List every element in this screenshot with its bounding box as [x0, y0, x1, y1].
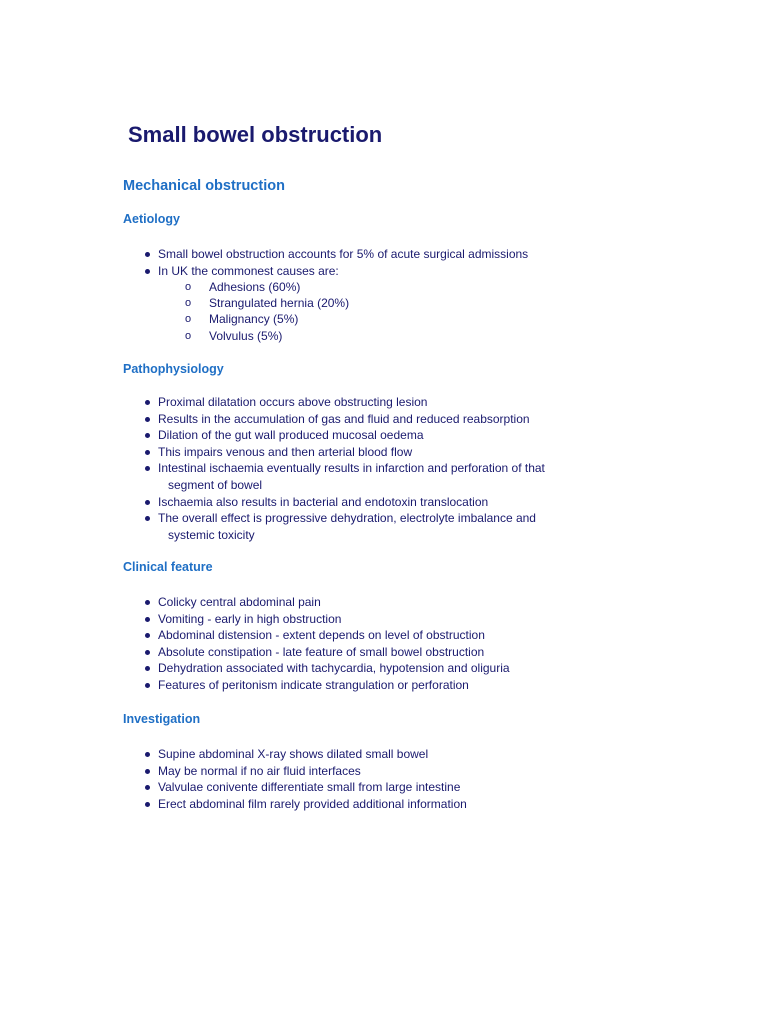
heading-aetiology: Aetiology	[123, 212, 180, 226]
bullet-icon	[145, 269, 150, 274]
bullet-icon	[145, 450, 150, 455]
section-heading-mechanical-obstruction: Mechanical obstruction	[123, 178, 285, 194]
bullet-icon	[145, 400, 150, 405]
list-item: Absolute constipation - late feature of small bowel obstruction	[145, 644, 585, 661]
list-item: Results in the accumulation of gas and fluid and reduced reabsorption	[145, 411, 585, 428]
circle-bullet-icon: o	[185, 313, 192, 326]
investigation-list	[145, 746, 585, 812]
list-item: Abdominal distension - extent depends on level of obstruction	[145, 627, 585, 644]
circle-bullet-icon: o	[185, 297, 192, 310]
bullet-icon	[145, 769, 150, 774]
heading-investigation: Investigation	[123, 712, 201, 726]
sublist-item: o Adhesions (60%)	[185, 280, 301, 294]
list-item: Dehydration associated with tachycardia, hypotension and oliguria	[145, 660, 585, 677]
list-item: Intestinal ischaemia eventually results in infarction and perforation of that segment of bowel	[145, 460, 585, 493]
list-item: This impairs venous and then arterial blood flow	[145, 444, 585, 461]
bullet-icon	[145, 466, 150, 471]
pathophysiology-list	[145, 394, 585, 543]
list-item: In UK the commonest causes are:	[145, 263, 585, 280]
list-item: Features of peritonism indicate strangulation or perforation	[145, 677, 585, 694]
bullet-icon	[145, 785, 150, 790]
list-item: May be normal if no air fluid interfaces	[145, 763, 585, 780]
bullet-icon	[145, 802, 150, 807]
list-item: The overall effect is progressive dehydration, electrolyte imbalance and systemic toxicity	[145, 510, 585, 543]
bullet-icon	[145, 752, 150, 757]
bullet-icon	[145, 683, 150, 688]
bullet-icon	[145, 252, 150, 257]
bullet-icon	[145, 617, 150, 622]
page-title: Small bowel obstruction	[128, 122, 383, 147]
bullet-icon	[145, 433, 150, 438]
sublist-item: o Volvulus (5%)	[185, 328, 283, 343]
circle-bullet-icon: o	[185, 281, 192, 293]
bullet-icon	[145, 500, 150, 505]
sublist-item: o Malignancy (5%)	[185, 312, 299, 327]
clinical-feature-list	[145, 594, 585, 694]
list-item: Valvulae conivente differentiate small from large intestine	[145, 779, 585, 796]
causes-sublist	[145, 279, 585, 344]
list-item: Ischaemia also results in bacterial and endotoxin translocation	[145, 494, 585, 511]
list-item: Vomiting - early in high obstruction	[145, 611, 585, 628]
bullet-icon	[145, 417, 150, 422]
bullet-icon	[145, 650, 150, 655]
heading-clinical-feature: Clinical feature	[123, 560, 213, 574]
list-item: Proximal dilatation occurs above obstructing lesion	[145, 394, 585, 411]
bullet-icon	[145, 516, 150, 521]
sublist-item: o Strangulated hernia (20%)	[185, 296, 350, 311]
list-item: Dilation of the gut wall produced mucosal oedema	[145, 427, 585, 444]
heading-pathophysiology: Pathophysiology	[123, 362, 224, 376]
list-item: Supine abdominal X-ray shows dilated small bowel	[145, 746, 585, 763]
list-item: Small bowel obstruction accounts for 5% of acute surgical admissions	[145, 246, 585, 263]
list-item: Erect abdominal film rarely provided additional information	[145, 796, 585, 813]
bullet-icon	[145, 600, 150, 605]
aetiology-list	[145, 246, 585, 279]
bullet-icon	[145, 666, 150, 671]
circle-bullet-icon: o	[185, 329, 192, 342]
list-item: Colicky central abdominal pain	[145, 594, 585, 611]
bullet-icon	[145, 633, 150, 638]
